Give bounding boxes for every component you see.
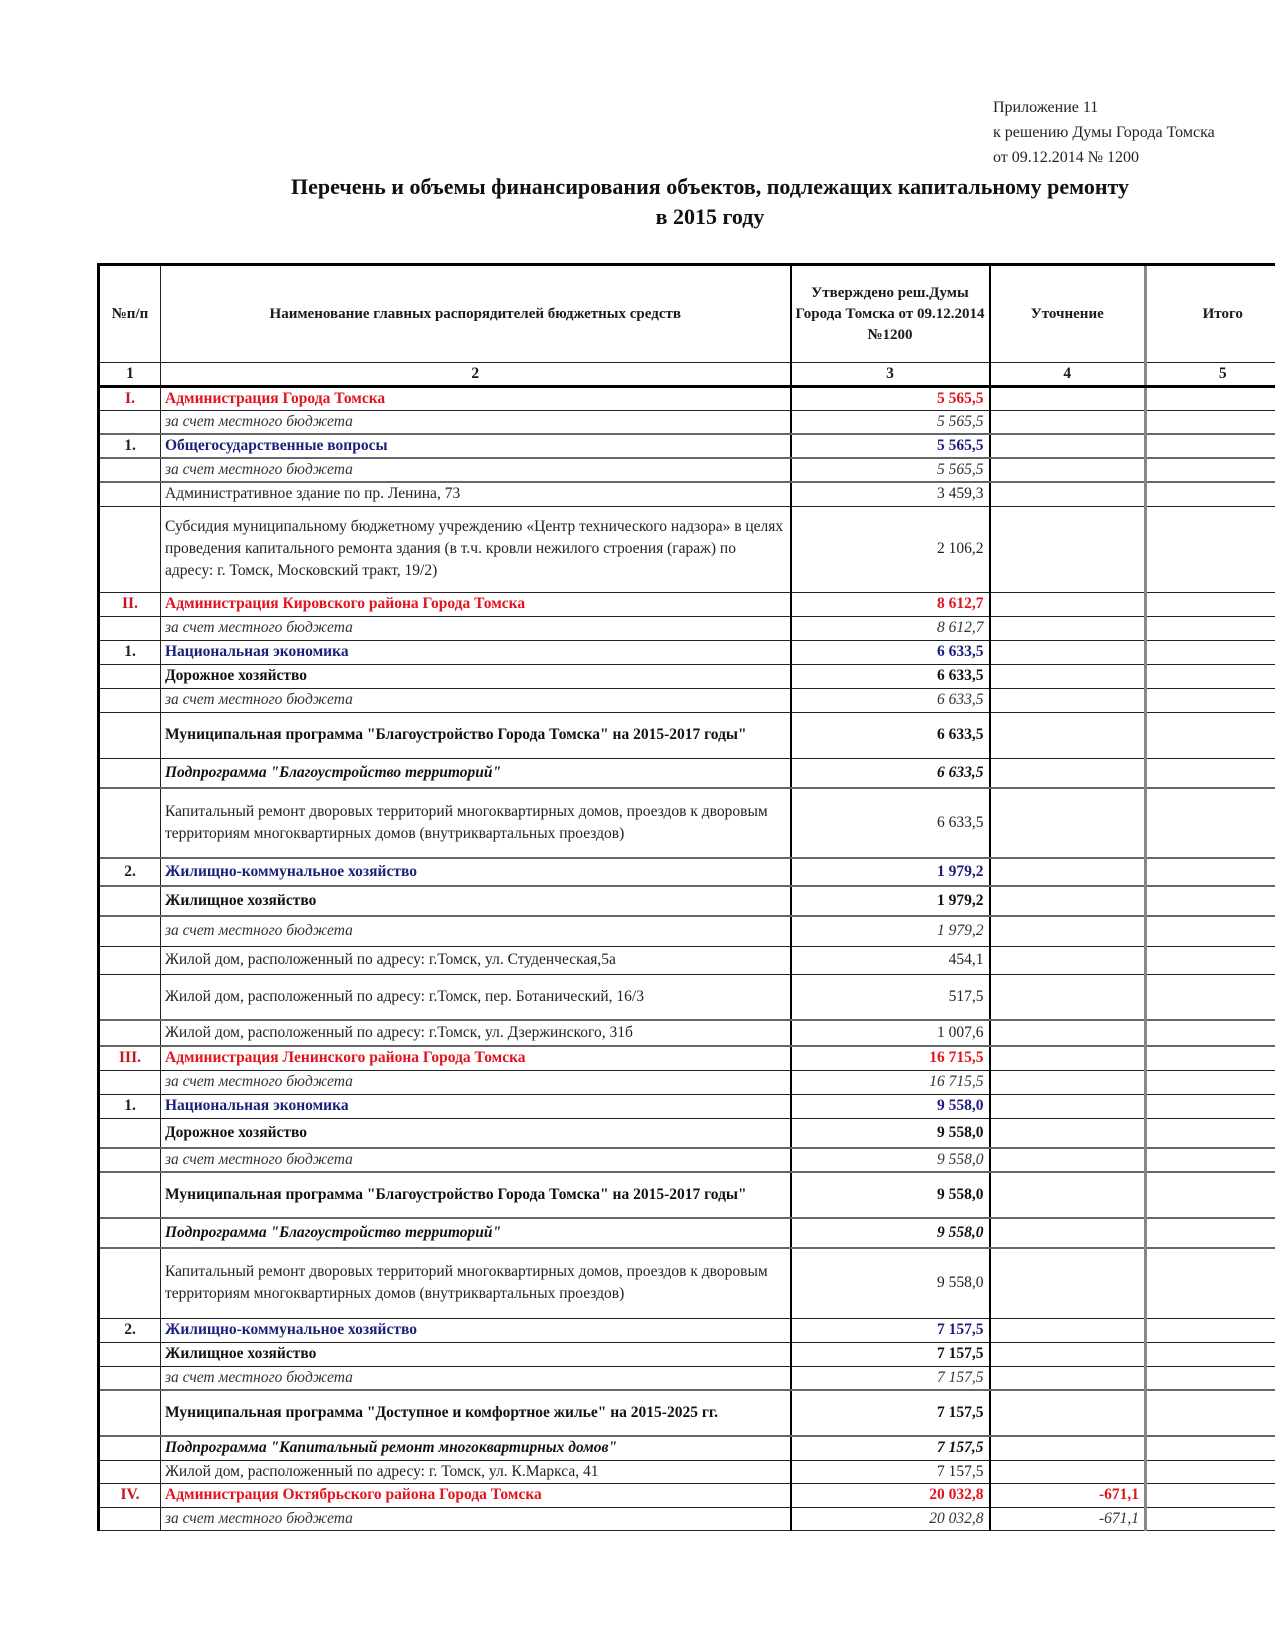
row-clarification-value: -671,1 bbox=[990, 1507, 1146, 1530]
row-approved-value: 7 157,5 bbox=[791, 1342, 990, 1366]
row-approved-value: 9 558,0 bbox=[791, 1118, 990, 1148]
row-number bbox=[99, 1020, 161, 1046]
column-number: 4 bbox=[990, 363, 1146, 387]
row-approved-value: 9 558,0 bbox=[791, 1248, 990, 1318]
table-row bbox=[99, 858, 1275, 886]
row-number bbox=[99, 1342, 161, 1366]
table-row bbox=[99, 1318, 1275, 1342]
row-name: Капитальный ремонт дворовых территорий многоквартирных домов, проездов к дворовым территориям многоквартирных домов (внутриквартальных проездов) bbox=[161, 788, 791, 858]
header-num: №п/п bbox=[99, 265, 161, 363]
row-total-value bbox=[1146, 1118, 1275, 1148]
row-approved-value: 16 715,5 bbox=[791, 1070, 990, 1094]
row-approved-value: 5 565,5 bbox=[791, 387, 990, 411]
row-number: 1. bbox=[99, 640, 161, 664]
row-clarification-value bbox=[990, 640, 1146, 664]
row-clarification-value bbox=[990, 688, 1146, 712]
row-name: Подпрограмма "Благоустройство территорий" bbox=[161, 1218, 791, 1248]
appendix-line-2: к решению Думы Города Томска bbox=[993, 124, 1215, 141]
row-approved-value: 7 157,5 bbox=[791, 1460, 990, 1483]
row-approved-value: 20 032,8 bbox=[791, 1483, 990, 1507]
row-number: 2. bbox=[99, 1318, 161, 1342]
table-row bbox=[99, 506, 1275, 592]
row-approved-value: 8 612,7 bbox=[791, 592, 990, 616]
row-clarification-value bbox=[990, 1218, 1146, 1248]
row-total-value bbox=[1146, 1070, 1275, 1094]
row-approved-value: 6 633,5 bbox=[791, 788, 990, 858]
row-total-value bbox=[1146, 458, 1275, 482]
column-numbers-row bbox=[99, 363, 1275, 387]
row-name: за счет местного бюджета bbox=[161, 1366, 791, 1390]
row-clarification-value bbox=[990, 858, 1146, 886]
row-clarification-value bbox=[990, 788, 1146, 858]
row-clarification-value bbox=[990, 458, 1146, 482]
row-name: Общегосударственные вопросы bbox=[161, 434, 791, 458]
header-approved: Утверждено реш.Думы Города Томска от 09.12.2014 №1200 bbox=[791, 265, 990, 363]
row-total-value bbox=[1146, 1507, 1275, 1530]
row-number bbox=[99, 1507, 161, 1530]
row-approved-value: 1 007,6 bbox=[791, 1020, 990, 1046]
row-approved-value: 6 633,5 bbox=[791, 758, 990, 788]
table-row bbox=[99, 1248, 1275, 1318]
row-clarification-value bbox=[990, 664, 1146, 688]
table-row bbox=[99, 1070, 1275, 1094]
row-total-value bbox=[1146, 916, 1275, 946]
table-row bbox=[99, 1148, 1275, 1172]
table-header-row bbox=[99, 265, 1275, 363]
row-approved-value: 9 558,0 bbox=[791, 1148, 990, 1172]
row-number bbox=[99, 758, 161, 788]
row-clarification-value bbox=[990, 974, 1146, 1020]
row-total-value bbox=[1146, 1390, 1275, 1436]
row-number: I. bbox=[99, 387, 161, 411]
row-clarification-value bbox=[990, 916, 1146, 946]
row-clarification-value bbox=[990, 712, 1146, 758]
row-clarification-value bbox=[990, 1118, 1146, 1148]
row-number bbox=[99, 458, 161, 482]
appendix-line-3: от 09.12.2014 № 1200 bbox=[993, 149, 1140, 166]
row-clarification-value bbox=[990, 886, 1146, 916]
row-number bbox=[99, 1248, 161, 1318]
row-approved-value: 3 459,3 bbox=[791, 482, 990, 506]
row-clarification-value bbox=[990, 411, 1146, 435]
row-number: III. bbox=[99, 1046, 161, 1070]
table-row bbox=[99, 434, 1275, 458]
row-number: II. bbox=[99, 592, 161, 616]
row-name: Национальная экономика bbox=[161, 1094, 791, 1118]
table-row bbox=[99, 592, 1275, 616]
appendix-note bbox=[993, 95, 1215, 170]
row-total-value bbox=[1146, 411, 1275, 435]
column-number: 2 bbox=[161, 363, 791, 387]
row-name: Жилой дом, расположенный по адресу: г.Томск, ул. Студенческая,5а bbox=[161, 946, 791, 974]
row-number bbox=[99, 886, 161, 916]
row-clarification-value bbox=[990, 387, 1146, 411]
row-clarification-value bbox=[990, 1046, 1146, 1070]
row-clarification-value bbox=[990, 946, 1146, 974]
row-name: Капитальный ремонт дворовых территорий многоквартирных домов, проездов к дворовым территориям многоквартирных домов (внутриквартальных проездов) bbox=[161, 1248, 791, 1318]
row-number: IV. bbox=[99, 1483, 161, 1507]
row-number bbox=[99, 1172, 161, 1218]
row-name: за счет местного бюджета bbox=[161, 411, 791, 435]
table-row bbox=[99, 946, 1275, 974]
row-approved-value: 9 558,0 bbox=[791, 1172, 990, 1218]
row-clarification-value bbox=[990, 1094, 1146, 1118]
row-approved-value: 7 157,5 bbox=[791, 1366, 990, 1390]
table-row bbox=[99, 1172, 1275, 1218]
title-line-2: в 2015 году bbox=[655, 204, 765, 229]
table-row bbox=[99, 758, 1275, 788]
row-clarification-value bbox=[990, 1318, 1146, 1342]
row-approved-value: 7 157,5 bbox=[791, 1436, 990, 1460]
row-number bbox=[99, 411, 161, 435]
table-row bbox=[99, 1460, 1275, 1483]
row-clarification-value bbox=[990, 1248, 1146, 1318]
row-number bbox=[99, 616, 161, 640]
row-number bbox=[99, 1366, 161, 1390]
row-approved-value: 6 633,5 bbox=[791, 688, 990, 712]
column-number: 5 bbox=[1146, 363, 1275, 387]
table-row bbox=[99, 1094, 1275, 1118]
row-clarification-value bbox=[990, 434, 1146, 458]
row-approved-value: 9 558,0 bbox=[791, 1218, 990, 1248]
row-total-value bbox=[1146, 1172, 1275, 1218]
row-total-value bbox=[1146, 788, 1275, 858]
row-number bbox=[99, 712, 161, 758]
row-total-value bbox=[1146, 974, 1275, 1020]
row-clarification-value bbox=[990, 1070, 1146, 1094]
table-row bbox=[99, 1342, 1275, 1366]
row-name: Администрация Октябрьского района Города Томска bbox=[161, 1483, 791, 1507]
row-approved-value: 1 979,2 bbox=[791, 886, 990, 916]
row-clarification-value bbox=[990, 482, 1146, 506]
row-name: Жилищно-коммунальное хозяйство bbox=[161, 1318, 791, 1342]
financing-table bbox=[97, 263, 1275, 1531]
row-total-value bbox=[1146, 946, 1275, 974]
table-row bbox=[99, 1390, 1275, 1436]
row-total-value bbox=[1146, 506, 1275, 592]
table-row bbox=[99, 712, 1275, 758]
table-row bbox=[99, 640, 1275, 664]
row-total-value bbox=[1146, 616, 1275, 640]
row-number: 1. bbox=[99, 1094, 161, 1118]
table-row bbox=[99, 688, 1275, 712]
row-name: Жилой дом, расположенный по адресу: г. Томск, ул. К.Маркса, 41 bbox=[161, 1460, 791, 1483]
header-total: Итого bbox=[1146, 265, 1275, 363]
row-clarification-value bbox=[990, 1172, 1146, 1218]
table-row bbox=[99, 1020, 1275, 1046]
row-total-value bbox=[1146, 1218, 1275, 1248]
row-number bbox=[99, 1218, 161, 1248]
row-clarification-value bbox=[990, 506, 1146, 592]
row-name: Администрация Города Томска bbox=[161, 387, 791, 411]
row-name: Субсидия муниципальному бюджетному учреждению «Центр технического надзора» в целях проведения капитального ремонта здания (в т.ч. кровли нежилого строения (гараж) по адресу: г. Томск, Московский тракт, 19/2) bbox=[161, 506, 791, 592]
row-approved-value: 1 979,2 bbox=[791, 858, 990, 886]
row-total-value bbox=[1146, 592, 1275, 616]
row-name: Жилой дом, расположенный по адресу: г.Томск, ул. Дзержинского, 31б bbox=[161, 1020, 791, 1046]
row-clarification-value bbox=[990, 1020, 1146, 1046]
table-row bbox=[99, 482, 1275, 506]
row-total-value bbox=[1146, 1020, 1275, 1046]
row-clarification-value bbox=[990, 1390, 1146, 1436]
row-number bbox=[99, 1390, 161, 1436]
row-approved-value: 5 565,5 bbox=[791, 411, 990, 435]
row-number: 2. bbox=[99, 858, 161, 886]
row-total-value bbox=[1146, 482, 1275, 506]
row-name: за счет местного бюджета bbox=[161, 1070, 791, 1094]
row-approved-value: 20 032,8 bbox=[791, 1507, 990, 1530]
row-name: за счет местного бюджета bbox=[161, 616, 791, 640]
row-name: Подпрограмма "Капитальный ремонт многоквартирных домов" bbox=[161, 1436, 791, 1460]
row-approved-value: 16 715,5 bbox=[791, 1046, 990, 1070]
row-name: Национальная экономика bbox=[161, 640, 791, 664]
table-row bbox=[99, 1436, 1275, 1460]
row-clarification-value bbox=[990, 1436, 1146, 1460]
table-row bbox=[99, 458, 1275, 482]
row-number: 1. bbox=[99, 434, 161, 458]
table-row bbox=[99, 1366, 1275, 1390]
row-number bbox=[99, 916, 161, 946]
title-line-1: Перечень и объемы финансирования объектов, подлежащих капитальному ремонту bbox=[290, 174, 1130, 199]
table-row bbox=[99, 886, 1275, 916]
row-total-value bbox=[1146, 640, 1275, 664]
row-total-value bbox=[1146, 1046, 1275, 1070]
row-name: за счет местного бюджета bbox=[161, 1507, 791, 1530]
row-number bbox=[99, 1460, 161, 1483]
table-row bbox=[99, 974, 1275, 1020]
table-row bbox=[99, 1218, 1275, 1248]
row-total-value bbox=[1146, 1436, 1275, 1460]
row-clarification-value bbox=[990, 592, 1146, 616]
row-number bbox=[99, 688, 161, 712]
row-total-value bbox=[1146, 434, 1275, 458]
row-total-value bbox=[1146, 712, 1275, 758]
row-approved-value: 7 157,5 bbox=[791, 1318, 990, 1342]
header-clarification: Уточнение bbox=[990, 265, 1146, 363]
row-approved-value: 5 565,5 bbox=[791, 434, 990, 458]
row-total-value bbox=[1146, 1483, 1275, 1507]
row-name: Жилищное хозяйство bbox=[161, 1342, 791, 1366]
row-total-value bbox=[1146, 1342, 1275, 1366]
row-name: Администрация Ленинского района Города Томска bbox=[161, 1046, 791, 1070]
row-total-value bbox=[1146, 1094, 1275, 1118]
row-name: Муниципальная программа "Доступное и комфортное жилье" на 2015-2025 гг. bbox=[161, 1390, 791, 1436]
table-row bbox=[99, 1046, 1275, 1070]
row-approved-value: 6 633,5 bbox=[791, 664, 990, 688]
row-name: Жилищно-коммунальное хозяйство bbox=[161, 858, 791, 886]
row-name: Административное здание по пр. Ленина, 73 bbox=[161, 482, 791, 506]
row-total-value bbox=[1146, 1460, 1275, 1483]
row-number bbox=[99, 1148, 161, 1172]
table-row bbox=[99, 916, 1275, 946]
row-approved-value: 1 979,2 bbox=[791, 916, 990, 946]
row-approved-value: 454,1 bbox=[791, 946, 990, 974]
row-name: Жилищное хозяйство bbox=[161, 886, 791, 916]
table-row bbox=[99, 387, 1275, 411]
row-name: Дорожное хозяйство bbox=[161, 664, 791, 688]
row-name: за счет местного бюджета bbox=[161, 688, 791, 712]
row-total-value bbox=[1146, 1148, 1275, 1172]
row-number bbox=[99, 664, 161, 688]
row-approved-value: 9 558,0 bbox=[791, 1094, 990, 1118]
column-number: 1 bbox=[99, 363, 161, 387]
table-row bbox=[99, 1118, 1275, 1148]
row-clarification-value bbox=[990, 1148, 1146, 1172]
table-row bbox=[99, 616, 1275, 640]
row-name: Дорожное хозяйство bbox=[161, 1118, 791, 1148]
row-clarification-value bbox=[990, 616, 1146, 640]
table-row bbox=[99, 788, 1275, 858]
row-approved-value: 2 106,2 bbox=[791, 506, 990, 592]
row-total-value bbox=[1146, 688, 1275, 712]
row-number bbox=[99, 1118, 161, 1148]
row-approved-value: 7 157,5 bbox=[791, 1390, 990, 1436]
row-clarification-value: -671,1 bbox=[990, 1483, 1146, 1507]
row-number bbox=[99, 482, 161, 506]
table-row bbox=[99, 411, 1275, 435]
row-number bbox=[99, 1070, 161, 1094]
document-title bbox=[190, 172, 1230, 232]
row-name: Подпрограмма "Благоустройство территорий" bbox=[161, 758, 791, 788]
row-name: за счет местного бюджета bbox=[161, 1148, 791, 1172]
table-row bbox=[99, 1507, 1275, 1530]
row-number bbox=[99, 1436, 161, 1460]
row-total-value bbox=[1146, 886, 1275, 916]
row-total-value bbox=[1146, 387, 1275, 411]
row-name: Муниципальная программа "Благоустройство Города Томска" на 2015-2017 годы" bbox=[161, 712, 791, 758]
table-row bbox=[99, 1483, 1275, 1507]
row-number bbox=[99, 506, 161, 592]
column-number: 3 bbox=[791, 363, 990, 387]
row-approved-value: 517,5 bbox=[791, 974, 990, 1020]
row-name: Муниципальная программа "Благоустройство Города Томска" на 2015-2017 годы" bbox=[161, 1172, 791, 1218]
row-clarification-value bbox=[990, 1460, 1146, 1483]
table-row bbox=[99, 664, 1275, 688]
row-clarification-value bbox=[990, 1366, 1146, 1390]
row-clarification-value bbox=[990, 1342, 1146, 1366]
row-total-value bbox=[1146, 858, 1275, 886]
row-approved-value: 8 612,7 bbox=[791, 616, 990, 640]
table-body bbox=[99, 387, 1275, 1531]
header-name: Наименование главных распорядителей бюджетных средств bbox=[161, 265, 791, 363]
row-name: за счет местного бюджета bbox=[161, 458, 791, 482]
row-total-value bbox=[1146, 1248, 1275, 1318]
row-name: Жилой дом, расположенный по адресу: г.Томск, пер. Ботанический, 16/3 bbox=[161, 974, 791, 1020]
row-number bbox=[99, 974, 161, 1020]
row-number bbox=[99, 788, 161, 858]
row-name: за счет местного бюджета bbox=[161, 916, 791, 946]
row-number bbox=[99, 946, 161, 974]
row-clarification-value bbox=[990, 758, 1146, 788]
row-name: Администрация Кировского района Города Томска bbox=[161, 592, 791, 616]
row-total-value bbox=[1146, 664, 1275, 688]
row-total-value bbox=[1146, 758, 1275, 788]
row-approved-value: 6 633,5 bbox=[791, 640, 990, 664]
appendix-line-1: Приложение 11 bbox=[993, 99, 1099, 116]
row-total-value bbox=[1146, 1366, 1275, 1390]
row-approved-value: 6 633,5 bbox=[791, 712, 990, 758]
row-total-value bbox=[1146, 1318, 1275, 1342]
row-approved-value: 5 565,5 bbox=[791, 458, 990, 482]
